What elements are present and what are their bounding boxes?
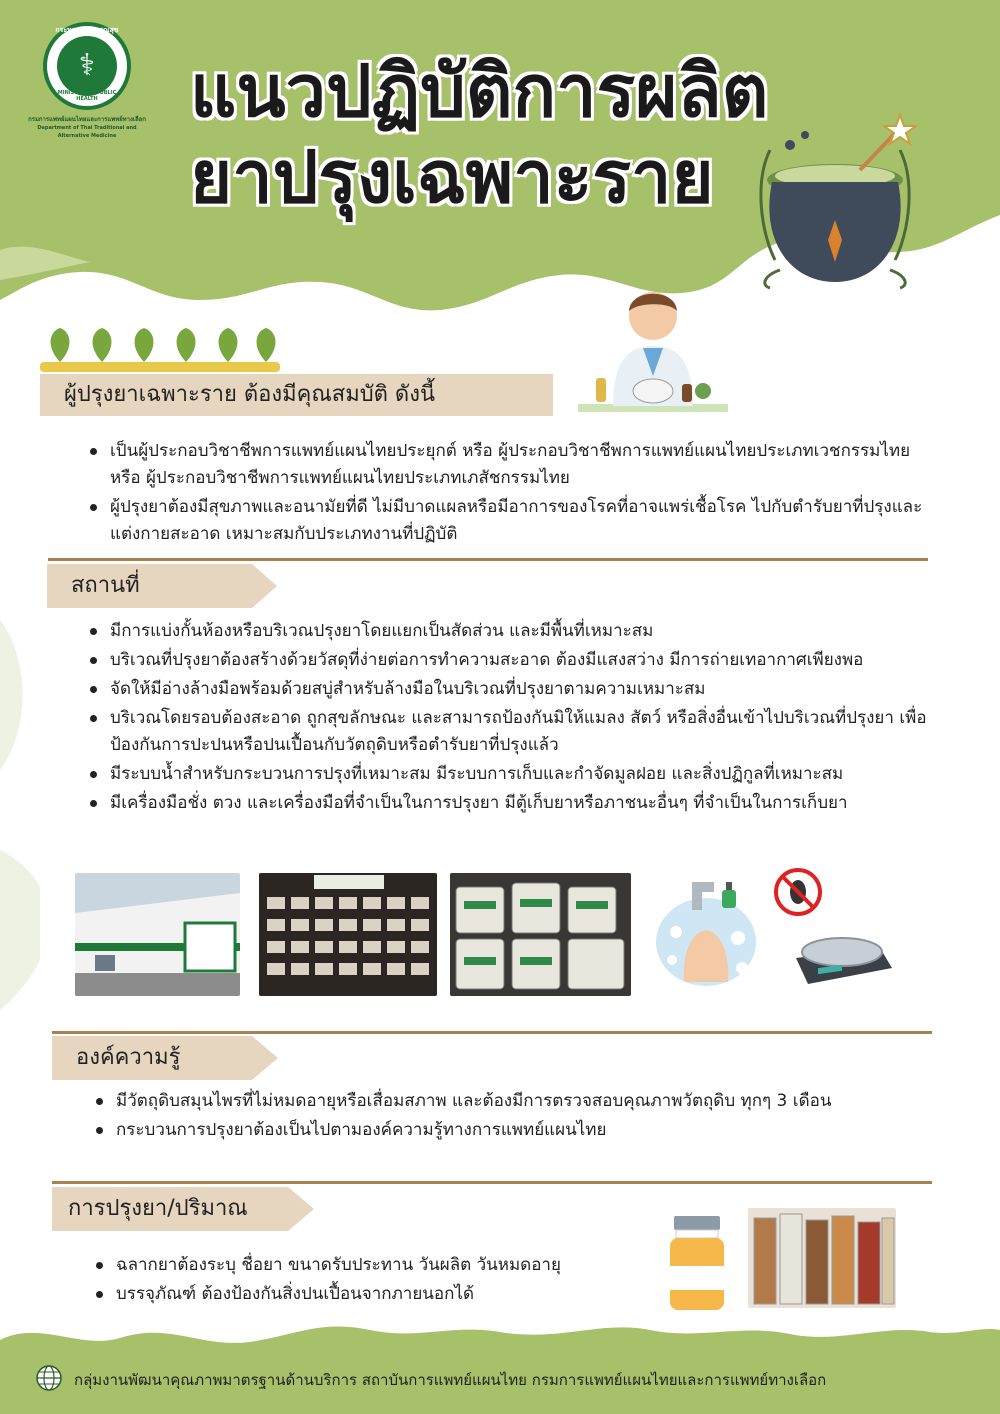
section-label-knowledge: องค์ความรู้ <box>76 1045 181 1070</box>
medicine-cabinet-photo <box>259 873 437 996</box>
logo-english-text: MINISTRY OF PUBLIC HEALTH <box>57 90 117 102</box>
list-item: บริเวณที่ปรุงยาต้องสร้างด้วยวัสดุที่ง่ายต่อการทำความสะอาด ต้องมีแสงสว่าง มีการถ่ายเทอากาศเพียงพอ <box>82 647 952 674</box>
logo-caption-english: Department of Thai Traditional and Alternative Medicine <box>37 125 137 139</box>
pharmacist-illustration <box>578 266 728 416</box>
list-item: มีวัตถุดิบสมุนไพรที่ไม่หมดอายุหรือเสื่อมสภาพ และต้องมีการตรวจสอบคุณภาพวัตถุดิบ ทุกๆ 3 เดือน <box>88 1088 848 1115</box>
herb-bottles-photo <box>748 1208 896 1308</box>
qualifications-list <box>82 438 940 550</box>
preparation-list <box>88 1252 648 1310</box>
ministry-seal-icon: กระทรวงสาธารณสุข ⚕ MINISTRY OF PUBLIC HEALTH <box>43 22 131 110</box>
ministry-logo <box>22 22 152 140</box>
herb-jars-photo <box>450 873 631 996</box>
footer-background <box>0 1320 1000 1414</box>
list-item: ผู้ปรุงยาต้องมีสุขภาพและอนามัยที่ดี ไม่มีบาดแผลหรือมีอาการของโรคที่อาจแพร่เชื้อโรค ไปกับตำรับยาที่ปรุงและแต่งกายสะอาด เหมาะสมกับประเภทงานที่ปฏิบัติ <box>82 494 940 548</box>
logo-caption-thai: กรมการแพทย์แผนไทยและการแพทย์ทางเลือก <box>28 116 146 123</box>
decorative-leaf-left <box>0 600 40 1020</box>
list-item: มีระบบน้ำสำหรับกระบวนการปรุงที่เหมาะสม มีระบบการเก็บและกำจัดมูลฝอย และสิ่งปฏิกูลที่เหมาะสม <box>82 761 952 788</box>
list-item: มีการแบ่งกั้นห้องหรือบริเวณปรุงยาโดยแยกเป็นสัดส่วน และมีพื้นที่เหมาะสม <box>82 618 952 645</box>
cauldron-icon <box>750 110 920 290</box>
list-item: มีเครื่องมือชั่ง ตวง และเครื่องมือที่จำเป็นในการปรุงยา มีตู้เก็บยาหรือภาชนะอื่นๆ ที่จำเป็นในการเก็บยา <box>82 790 952 817</box>
scale-icon <box>790 918 896 990</box>
list-item: บริเวณโดยรอบต้องสะอาด ถูกสุขลักษณะ และสามารถป้องกันมิให้แมลง สัตว์ หรือสิ่งอื่นเข้าไปบริเวณที่ปรุงยา เพื่อป้องกันการปะปนหรือปนเปื้อนกับวัตถุดิบหรือตำรับยาที่ปรุงแล้ว <box>82 705 952 759</box>
list-item: บรรจุภัณฑ์ ต้องป้องกันสิ่งปนเปื้อนจากภายนอกได้ <box>88 1281 648 1308</box>
page-title <box>190 48 810 220</box>
list-item: จัดให้มีอ่างล้างมือพร้อมด้วยสบู่สำหรับล้างมือในบริเวณที่ปรุงยาตามความเหมาะสม <box>82 676 952 703</box>
medicine-bottle-icon <box>668 1214 726 1312</box>
plant-row-icon <box>40 326 280 372</box>
logo-ring-text: กระทรวงสาธารณสุข <box>55 26 119 34</box>
section-label-preparation: การปรุงยา/ปริมาณ <box>68 1196 248 1221</box>
list-item: เป็นผู้ประกอบวิชาชีพการแพทย์แผนไทยประยุกต์ หรือ ผู้ประกอบวิชาชีพการแพทย์แผนไทยประเภทเวชกรรมไทย หรือ ผู้ประกอบวิชาชีพการแพทย์แผนไทยประเภทเภสัชกรรมไทย <box>82 438 940 492</box>
location-list <box>82 618 952 819</box>
title-line-2: ยาปรุงเฉพาะราย <box>190 135 714 219</box>
list-item: กระบวนการปรุงยาต้องเป็นไปตามองค์ความรู้ทางการแพทย์แผนไทย <box>88 1117 848 1144</box>
title-line-1: แนวปฏิบัติการผลิต <box>190 49 769 133</box>
section-divider <box>52 1181 932 1184</box>
globe-icon <box>36 1365 62 1391</box>
list-item: ฉลากยาต้องระบุ ชื่อยา ขนาดรับประทาน วันผลิต วันหมดอายุ <box>88 1252 648 1279</box>
section-label-qualifications: ผู้ปรุงยาเฉพาะราย ต้องมีคุณสมบัติ ดังนี้ <box>40 374 553 416</box>
section-divider <box>52 1031 932 1034</box>
footer-text: กลุ่มงานพัฒนาคุณภาพมาตรฐานด้านบริการ สถาบันการแพทย์แผนไทย กรมการแพทย์แผนไทยและการแพทย์ทางเลือก <box>74 1371 827 1389</box>
handwashing-icon <box>652 872 760 996</box>
no-insects-icon <box>772 866 824 918</box>
section-label-location: สถานที่ <box>71 573 140 598</box>
section-divider <box>48 558 928 561</box>
knowledge-list <box>88 1088 848 1146</box>
building-photo <box>75 873 240 996</box>
